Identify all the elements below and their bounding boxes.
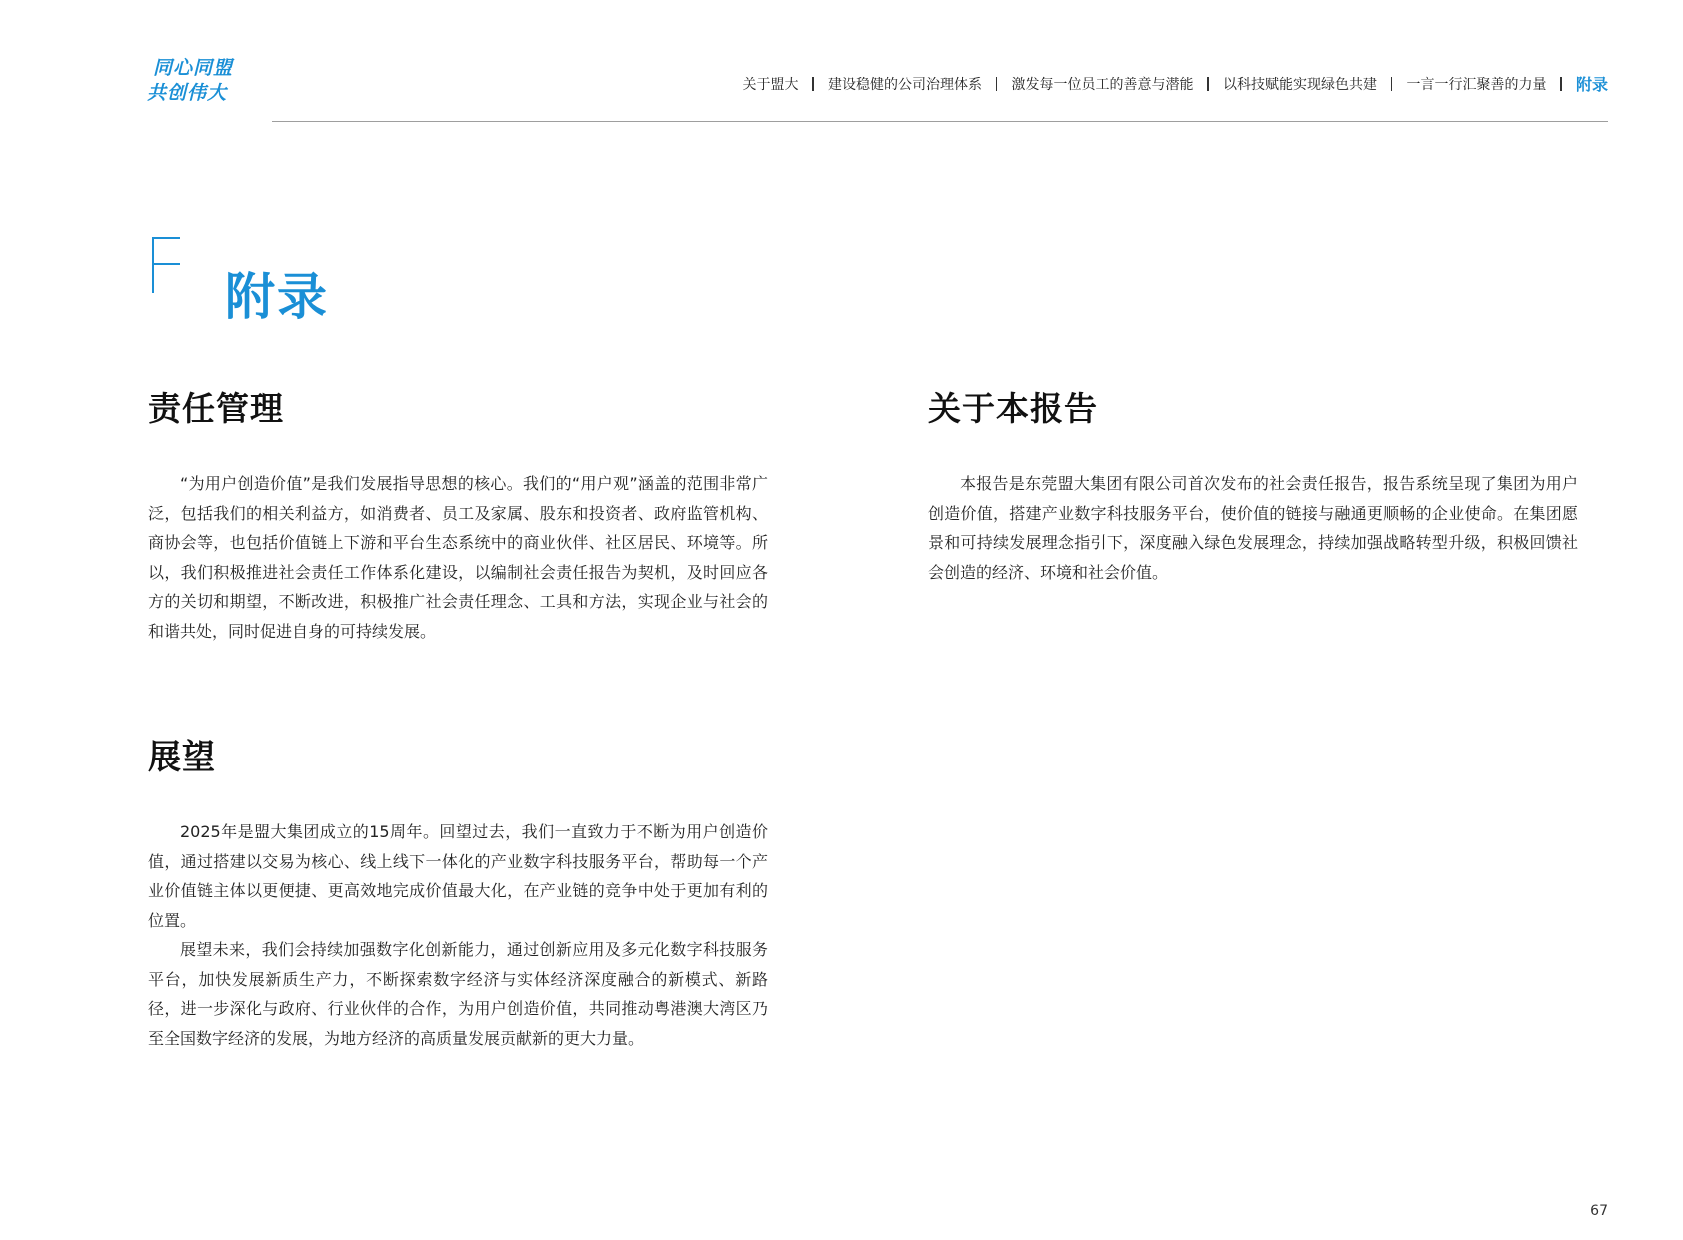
page-number: 67 (1590, 1203, 1608, 1219)
nav-item-goodness[interactable]: 一言一行汇聚善的力量 (1406, 76, 1547, 93)
outlook-section (148, 733, 768, 1053)
about-report-section (928, 385, 1578, 587)
nav-item-employees[interactable]: 激发每一位员工的善意与潜能 (1011, 76, 1194, 93)
nav-item-green-tech[interactable]: 以科技赋能实现绿色共建 (1222, 76, 1377, 93)
brand-logo (147, 56, 267, 106)
outlook-heading: 展望 (148, 737, 216, 776)
left-column (148, 385, 768, 1053)
section-letter-f-icon (152, 237, 182, 293)
nav-separator (996, 77, 998, 91)
nav-separator (812, 77, 814, 91)
outlook-paragraph: 展望未来，我们会持续加强数字化创新能力，通过创新应用及多元化数字科技服务平台，加快发展新质生产力，不断探索数字经济与实体经济深度融合的新模式、新路径，进一步深化与政府、行业伙伴的合作，为用户创造价值，共同推动粤港澳大湾区乃至全国数字经济的发展，为地方经济的高质量发展贡献新的更大力量。 (148, 940, 768, 1048)
nav-separator (1560, 77, 1562, 91)
nav-item-appendix[interactable]: 附录 (1575, 75, 1608, 94)
nav-separator (1207, 77, 1209, 91)
about-report-heading: 关于本报告 (928, 389, 1098, 428)
nav-item-governance[interactable]: 建设稳健的公司治理体系 (827, 76, 982, 93)
responsibility-section (148, 385, 768, 646)
top-navigation (742, 72, 1608, 95)
nav-separator (1391, 77, 1393, 91)
responsibility-paragraph: “为用户创造价值”是我们发展指导思想的核心。我们的“用户观”涵盖的范围非常广泛，包括我们的相关利益方，如消费者、员工及家属、股东和投资者、政府监管机构、商协会等，也包括价值链上下游和平台生态系统中的商业伙伴、社区居民、环境等。所以，我们积极推进社会责任工作体系化建设，以编制社会责任报告为契机，及时回应各方的关切和期望，不断改进，积极推广社会责任理念、工具和方法，实现企业与社会的和谐共处，同时促进自身的可持续发展。 (148, 474, 768, 641)
header-divider (272, 121, 1608, 122)
page-title: 附录 (225, 267, 329, 326)
right-column (928, 385, 1578, 587)
outlook-paragraph: 2025年是盟大集团成立的15周年。回望过去，我们一直致力于不断为用户创造价值，通过搭建以交易为核心、线上线下一体化的产业数字科技服务平台，帮助每一个产业价值链主体以更便捷、更高效地完成价值最大化，在产业链的竞争中处于更加有利的位置。 (148, 822, 768, 930)
responsibility-heading: 责任管理 (148, 389, 284, 428)
nav-item-about[interactable]: 关于盟大 (742, 76, 799, 93)
about-report-paragraph: 本报告是东莞盟大集团有限公司首次发布的社会责任报告，报告系统呈现了集团为用户创造价值，搭建产业数字科技服务平台，使价值的链接与融通更顺畅的企业使命。在集团愿景和可持续发展理念指引下，深度融入绿色发展理念，持续加强战略转型升级，积极回馈社会创造的经济、环境和社会价值。 (928, 474, 1578, 582)
logo-line-2: 共创伟大 (147, 82, 228, 104)
logo-line-1: 同心同盟 (153, 57, 234, 79)
